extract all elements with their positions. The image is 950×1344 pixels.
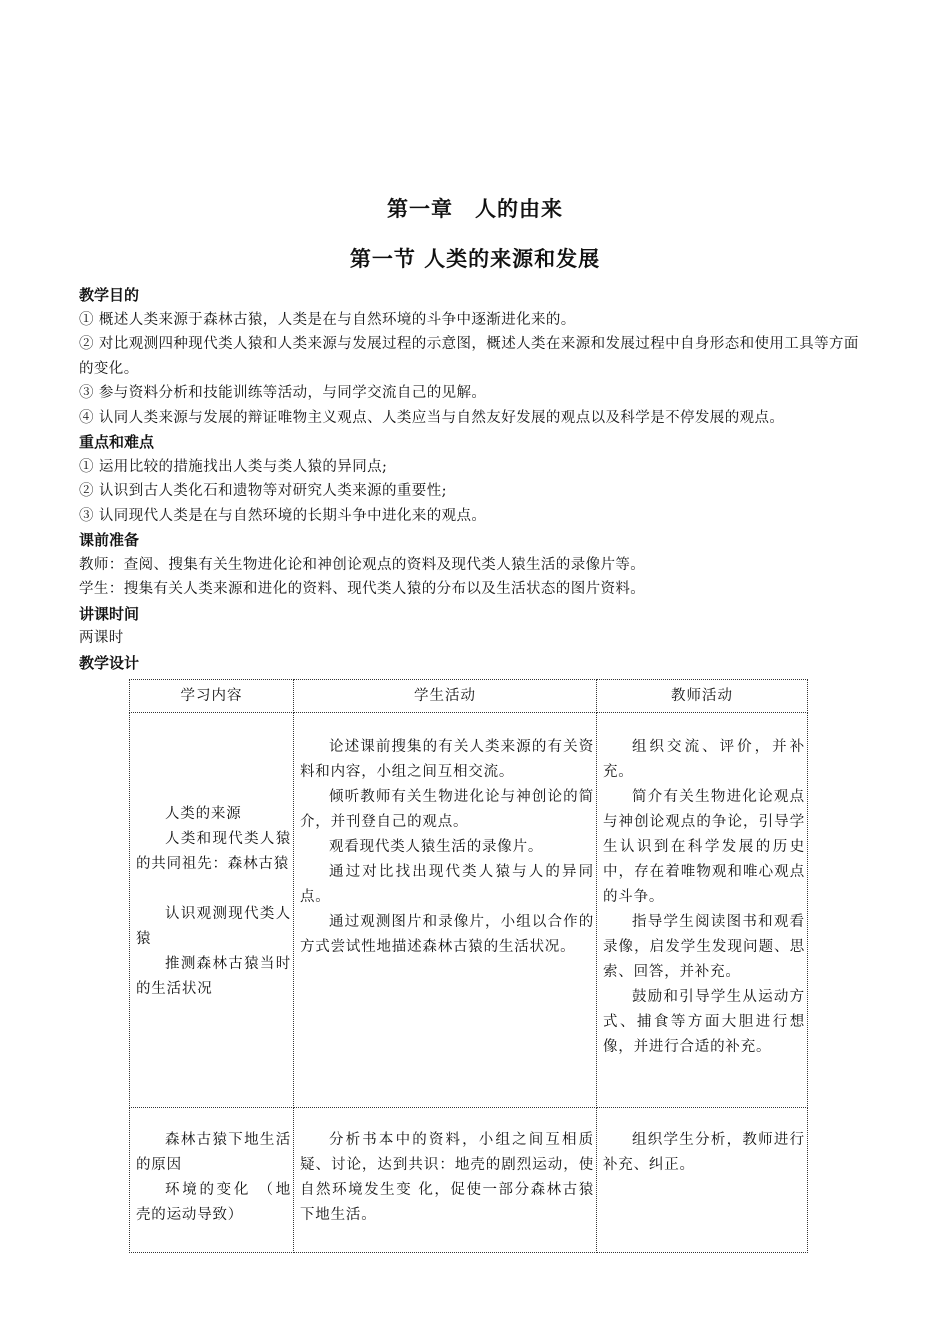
- cell-paragraph: 简介有关生物进化论观点与神创论观点的争论，引导学生认识到在科学发展的历史中，存在着唯物观和唯心观点的斗争。: [603, 789, 805, 905]
- spacer: [136, 877, 291, 902]
- objective-item: ① 概述人类来源于森林古猿，人类是在与自然环境的斗争中逐渐进化来的。: [79, 311, 576, 328]
- cell-paragraph: 人类和现代类人猿的共同祖先：森林古猿: [136, 831, 291, 872]
- preparation-item: 学生：搜集有关人类来源和进化的资料、现代类人猿的分布以及生活状态的图片资料。: [79, 581, 646, 597]
- cell-paragraph: 环境的变化 （地壳的运动导致）: [136, 1182, 291, 1223]
- cell-paragraph: 认识观测现代类人猿: [136, 906, 291, 947]
- preparation-heading: 课前准备: [79, 531, 140, 549]
- objective-item: ④ 认同人类来源与发展的辩证唯物主义观点、人类应当与自然友好发展的观点以及科学是不停发展的观点。: [79, 409, 785, 426]
- student-activity-cell: [294, 713, 597, 1108]
- cell-paragraph: 推测森林古猿当时的生活状况: [136, 956, 291, 997]
- cell-paragraph: 观看现代类人猿生活的录像片。: [329, 839, 544, 855]
- cell-paragraph: 鼓励和引导学生从运动方式、捕食等方面大胆进行想像，并进行合适的补充。: [603, 989, 805, 1055]
- key-point-item: ③ 认同现代人类是在与自然环境的长期斗争中进化来的观点。: [79, 507, 487, 524]
- design-heading: 教学设计: [79, 653, 140, 672]
- cell-paragraph: 分析书本中的资料，小组之间互相质疑、讨论，达到共识：地壳的剧烈运动，使自然环境发生变 化，促使一部分森林古猿下地生活。: [300, 1132, 594, 1223]
- cell-paragraph: 指导学生阅读图书和观看录像，启发学生发现问题、思索、回答，并补充。: [603, 914, 805, 980]
- cell-paragraph: 组织交流、评价，并补充。: [603, 739, 805, 780]
- cell-paragraph: 组织学生分析，教师进行补充、纠正。: [603, 1132, 805, 1173]
- cell-paragraph: 通过观测图片和录像片，小组以合作的方式尝试性地描述森林古猿的生活状况。: [300, 914, 594, 955]
- table-header-row: [130, 680, 808, 713]
- cell-paragraph: 森林古猿下地生活的原因: [136, 1132, 291, 1173]
- cell-paragraph: 通过对比找出现代类人猿与人的异同点。: [300, 864, 594, 905]
- preparation-item: 教师：查阅、搜集有关生物进化论和神创论观点的资料及现代类人猿生活的录像片等。: [79, 556, 646, 573]
- table-row: [130, 713, 808, 1108]
- section-title: 第一节 人类的来源和发展: [349, 247, 601, 271]
- key-point-item: ① 运用比较的措施找出人类与类人猿的异同点;: [79, 458, 388, 475]
- cell-paragraph: 人类的来源: [165, 806, 242, 822]
- teacher-activity-cell: [597, 713, 808, 1108]
- key-point-item: ② 认识到古人类化石和遗物等对研究人类来源的重要性;: [79, 483, 447, 499]
- objectives-heading: 教学目的: [79, 286, 140, 304]
- table-row: [130, 1108, 808, 1253]
- key-points-heading: 重点和难点: [79, 433, 155, 451]
- column-header-student: 学生活动: [294, 680, 597, 713]
- lecture-time-value: 两课时: [79, 630, 124, 646]
- teaching-design-table: [129, 679, 808, 1253]
- teacher-activity-cell: [597, 1108, 808, 1253]
- student-activity-cell: [294, 1108, 597, 1253]
- column-header-content: 学习内容: [130, 680, 294, 713]
- cell-paragraph: 倾听教师有关生物进化论与神创论的简介，并刊登自己的观点。: [300, 789, 594, 830]
- learning-content-cell: [130, 713, 294, 1108]
- chapter-title: 第一章 人的由来: [387, 197, 563, 221]
- lecture-time-heading: 讲课时间: [79, 604, 140, 623]
- cell-paragraph: 论述课前搜集的有关人类来源的有关资料和内容，小组之间互相交流。: [300, 739, 594, 780]
- objective-item: ③ 参与资料分析和技能训练等活动，与同学交流自己的见解。: [79, 385, 487, 401]
- lesson-plan-body: [79, 283, 879, 675]
- objective-item: ② 对比观测四种现代类人猿和人类来源与发展过程的示意图，概述人类在来源和发展过程中自身形态和使用工具等方面的变化。: [79, 336, 859, 377]
- learning-content-cell: [130, 1108, 294, 1253]
- column-header-teacher: 教师活动: [597, 680, 808, 713]
